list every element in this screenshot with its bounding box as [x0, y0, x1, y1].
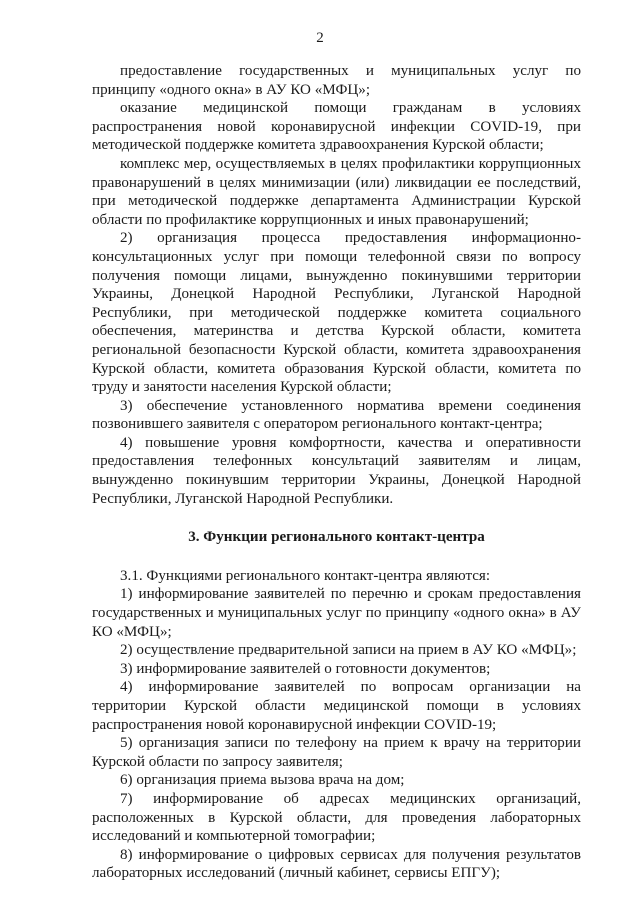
list-item: 4) информирование заявителей по вопросам организации на территории Курской области медицинской помощи в условиях распространения новой коронавирусной инфекции COVID-19;	[92, 679, 581, 733]
paragraph: 2) организация процесса предоставления информационно-консультационных услуг при помощи телефонной связи по вопросу получения помощи лицами, вынужденно покинувшими территории Украины, Донецкой Народной Республики, Луганской Народной Республики, при методической поддержке комитета социального обеспечения, материнства и детства Курской области, комитета региональной безопасности Курской области, комитета здравоохранения Курской области, комитета образования Курской области, комитета по труду и занятости населения Курской области;	[92, 230, 581, 396]
paragraph: комплекс мер, осуществляемых в целях профилактики коррупционных правонарушений в целях минимизации (или) ликвидации ее последствий, при методической поддержке департамента Администрации Курской области по профилактике коррупционных и иных правонарушений;	[92, 155, 581, 228]
page-number: 2	[316, 30, 324, 46]
list-item: 1) информирование заявителей по перечню и срокам предоставления государственных и муниципальных услуг по принципу «одного окна» в АУ КО «МФЦ»;	[92, 586, 581, 640]
list-item: 2) осуществление предварительной записи на прием в АУ КО «МФЦ»;	[120, 642, 577, 659]
section-heading: 3. Функции регионального контакт-центра	[188, 529, 485, 546]
list-item: 3) информирование заявителей о готовности документов;	[120, 660, 491, 677]
list-item: 5) организация записи по телефону на прием к врачу на территории Курской области по запросу заявителя;	[92, 735, 581, 770]
list-item: 7) информирование об адресах медицинских организаций, расположенных в Курской области, для проведения лабораторных исследований и компьютерной томографии;	[92, 790, 581, 845]
paragraph: оказание медицинской помощи гражданам в условиях распространения новой коронавирусной инфекции COVID-19, при методической поддержке комитета здравоохранения Курской области;	[92, 100, 581, 154]
paragraph: 3.1. Функциями регионального контакт-центра являются:	[120, 567, 491, 584]
list-item: 8) информирование о цифровых сервисах для получения результатов лабораторных исследований (личный кабинет, сервисы ЕПГУ);	[92, 846, 581, 882]
paragraph: 3) обеспечение установленного норматива времени соединения позвонившего заявителя с оператором регионального контакт-центра;	[92, 397, 581, 433]
document-body	[92, 62, 581, 883]
paragraph: 4) повышение уровня комфортности, качества и оперативности предоставления телефонных консультаций заявителям и лицам, вынужденно покинувшим территории Украины, Донецкой Народной Республики, Луганской Народной Республики.	[92, 434, 581, 507]
paragraph: предоставление государственных и муниципальных услуг по принципу «одного окна» в АУ КО «МФЦ»;	[92, 63, 581, 98]
list-item: 6) организация приема вызова врача на дом;	[120, 772, 405, 789]
